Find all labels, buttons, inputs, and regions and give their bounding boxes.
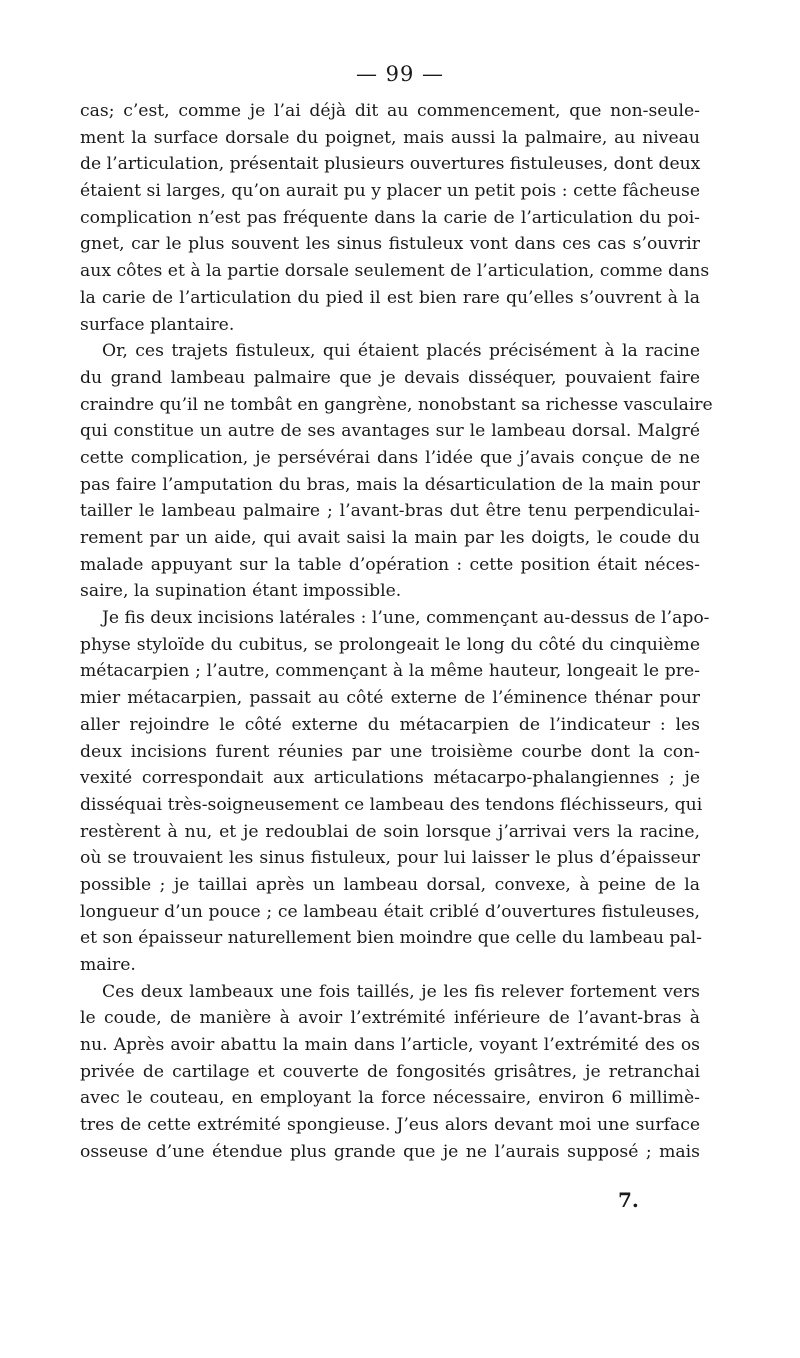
text-line: et son épaisseur naturellement bien moindre que celle du lambeau pal- xyxy=(80,928,702,949)
signature-mark: 7. xyxy=(618,1188,639,1212)
text-line: osseuse d’une étendue plus grande que je ne l’aurais supposé ; mais xyxy=(80,1141,700,1162)
page-number: — 99 — xyxy=(355,62,445,86)
text-line: rement par un aide, qui avait saisi la main par les doigts, le coude du xyxy=(80,528,700,548)
text-line: pas faire l’amputation du bras, mais la désarticulation de la main pour xyxy=(80,474,700,495)
paragraph-start-line: Or, ces trajets fistuleux, qui étaient placés précisément à la racine xyxy=(102,341,700,362)
text-line: le coude, de manière à avoir l’extrémité inférieure de l’avant-bras à xyxy=(80,1008,700,1029)
text-line: deux incisions furent réunies par une troisième courbe dont la con- xyxy=(80,741,700,762)
text-line: cette complication, je persévérai dans l’idée que j’avais conçue de ne xyxy=(80,447,700,468)
text-line: restèrent à nu, et je redoublai de soin lorsque j’arrivai vers la racine, xyxy=(80,821,700,842)
text-line: gnet, car le plus souvent les sinus fistuleux vont dans ces cas s’ouvrir xyxy=(80,234,700,255)
text-line: métacarpien ; l’autre, commençant à la même hauteur, longeait le pre- xyxy=(80,661,700,682)
text-line: physe styloïde du cubitus, se prolongeait le long du côté du cinquième xyxy=(80,634,700,655)
text-line: privée de cartilage et couverte de fongosités grisâtres, je retranchai xyxy=(80,1061,700,1082)
text-line: surface plantaire. xyxy=(80,314,235,335)
text-line: nu. Après avoir abattu la main dans l’article, voyant l’extrémité des os xyxy=(80,1035,700,1056)
text-line: longueur d’un pouce ; ce lambeau était criblé d’ouvertures fistuleuses, xyxy=(80,901,700,922)
text-line: possible ; je taillai après un lambeau dorsal, convexe, à peine de la xyxy=(80,874,700,895)
text-line: aller rejoindre le côté externe du métacarpien de l’indicateur : les xyxy=(80,714,700,735)
paragraph-start-line: Je fis deux incisions latérales : l’une, commençant au-dessus de l’apo- xyxy=(102,608,710,629)
text-line: saire, la supination étant impossible. xyxy=(80,581,402,602)
text-line: aux côtes et à la partie dorsale seulement de l’articulation, comme dans xyxy=(80,261,710,282)
text-line: ment la surface dorsale du poignet, mais aussi la palmaire, au niveau xyxy=(80,127,700,148)
text-line: où se trouvaient les sinus fistuleux, pour lui laisser le plus d’épaisseur xyxy=(80,848,700,869)
text-line: qui constitue un autre de ses avantages sur le lambeau dorsal. Malgré xyxy=(80,421,700,442)
text-line: maire. xyxy=(80,955,136,975)
text-line: cas; c’est, comme je l’ai déjà dit au commencement, que non-seule- xyxy=(80,101,700,121)
text-line: de l’articulation, présentait plusieurs ouvertures fistuleuses, dont deux xyxy=(80,154,701,175)
text-line: avec le couteau, en employant la force nécessaire, environ 6 millimè- xyxy=(80,1088,700,1109)
paragraph-start-line: Ces deux lambeaux une fois taillés, je les fis relever fortement vers xyxy=(102,981,700,1002)
text-line: malade appuyant sur la table d’opération : cette position était néces- xyxy=(80,554,700,575)
text-line: du grand lambeau palmaire que je devais disséquer, pouvaient faire xyxy=(80,367,700,388)
text-line: mier métacarpien, passait au côté externe de l’éminence thénar pour xyxy=(80,688,700,709)
text-line: vexité correspondait aux articulations métacarpo-phalangiennes ; je xyxy=(80,768,700,789)
text-line: craindre qu’il ne tombât en gangrène, nonobstant sa richesse vasculaire xyxy=(80,394,713,415)
text-line: la carie de l’articulation du pied il est bien rare qu’elles s’ouvrent à la xyxy=(80,287,700,308)
body-text xyxy=(80,98,713,1166)
text-line: étaient si larges, qu’on aurait pu y placer un petit pois : cette fâcheuse xyxy=(80,181,700,202)
text-line: tailler le lambeau palmaire ; l’avant-bras dut être tenu perpendiculai- xyxy=(80,501,700,522)
text-line: disséquai très-soigneusement ce lambeau des tendons fléchisseurs, qui xyxy=(80,794,703,815)
text-line: tres de cette extrémité spongieuse. J’eus alors devant moi une surface xyxy=(80,1115,700,1136)
text-line: complication n’est pas fréquente dans la carie de l’articulation du poi- xyxy=(80,207,700,228)
